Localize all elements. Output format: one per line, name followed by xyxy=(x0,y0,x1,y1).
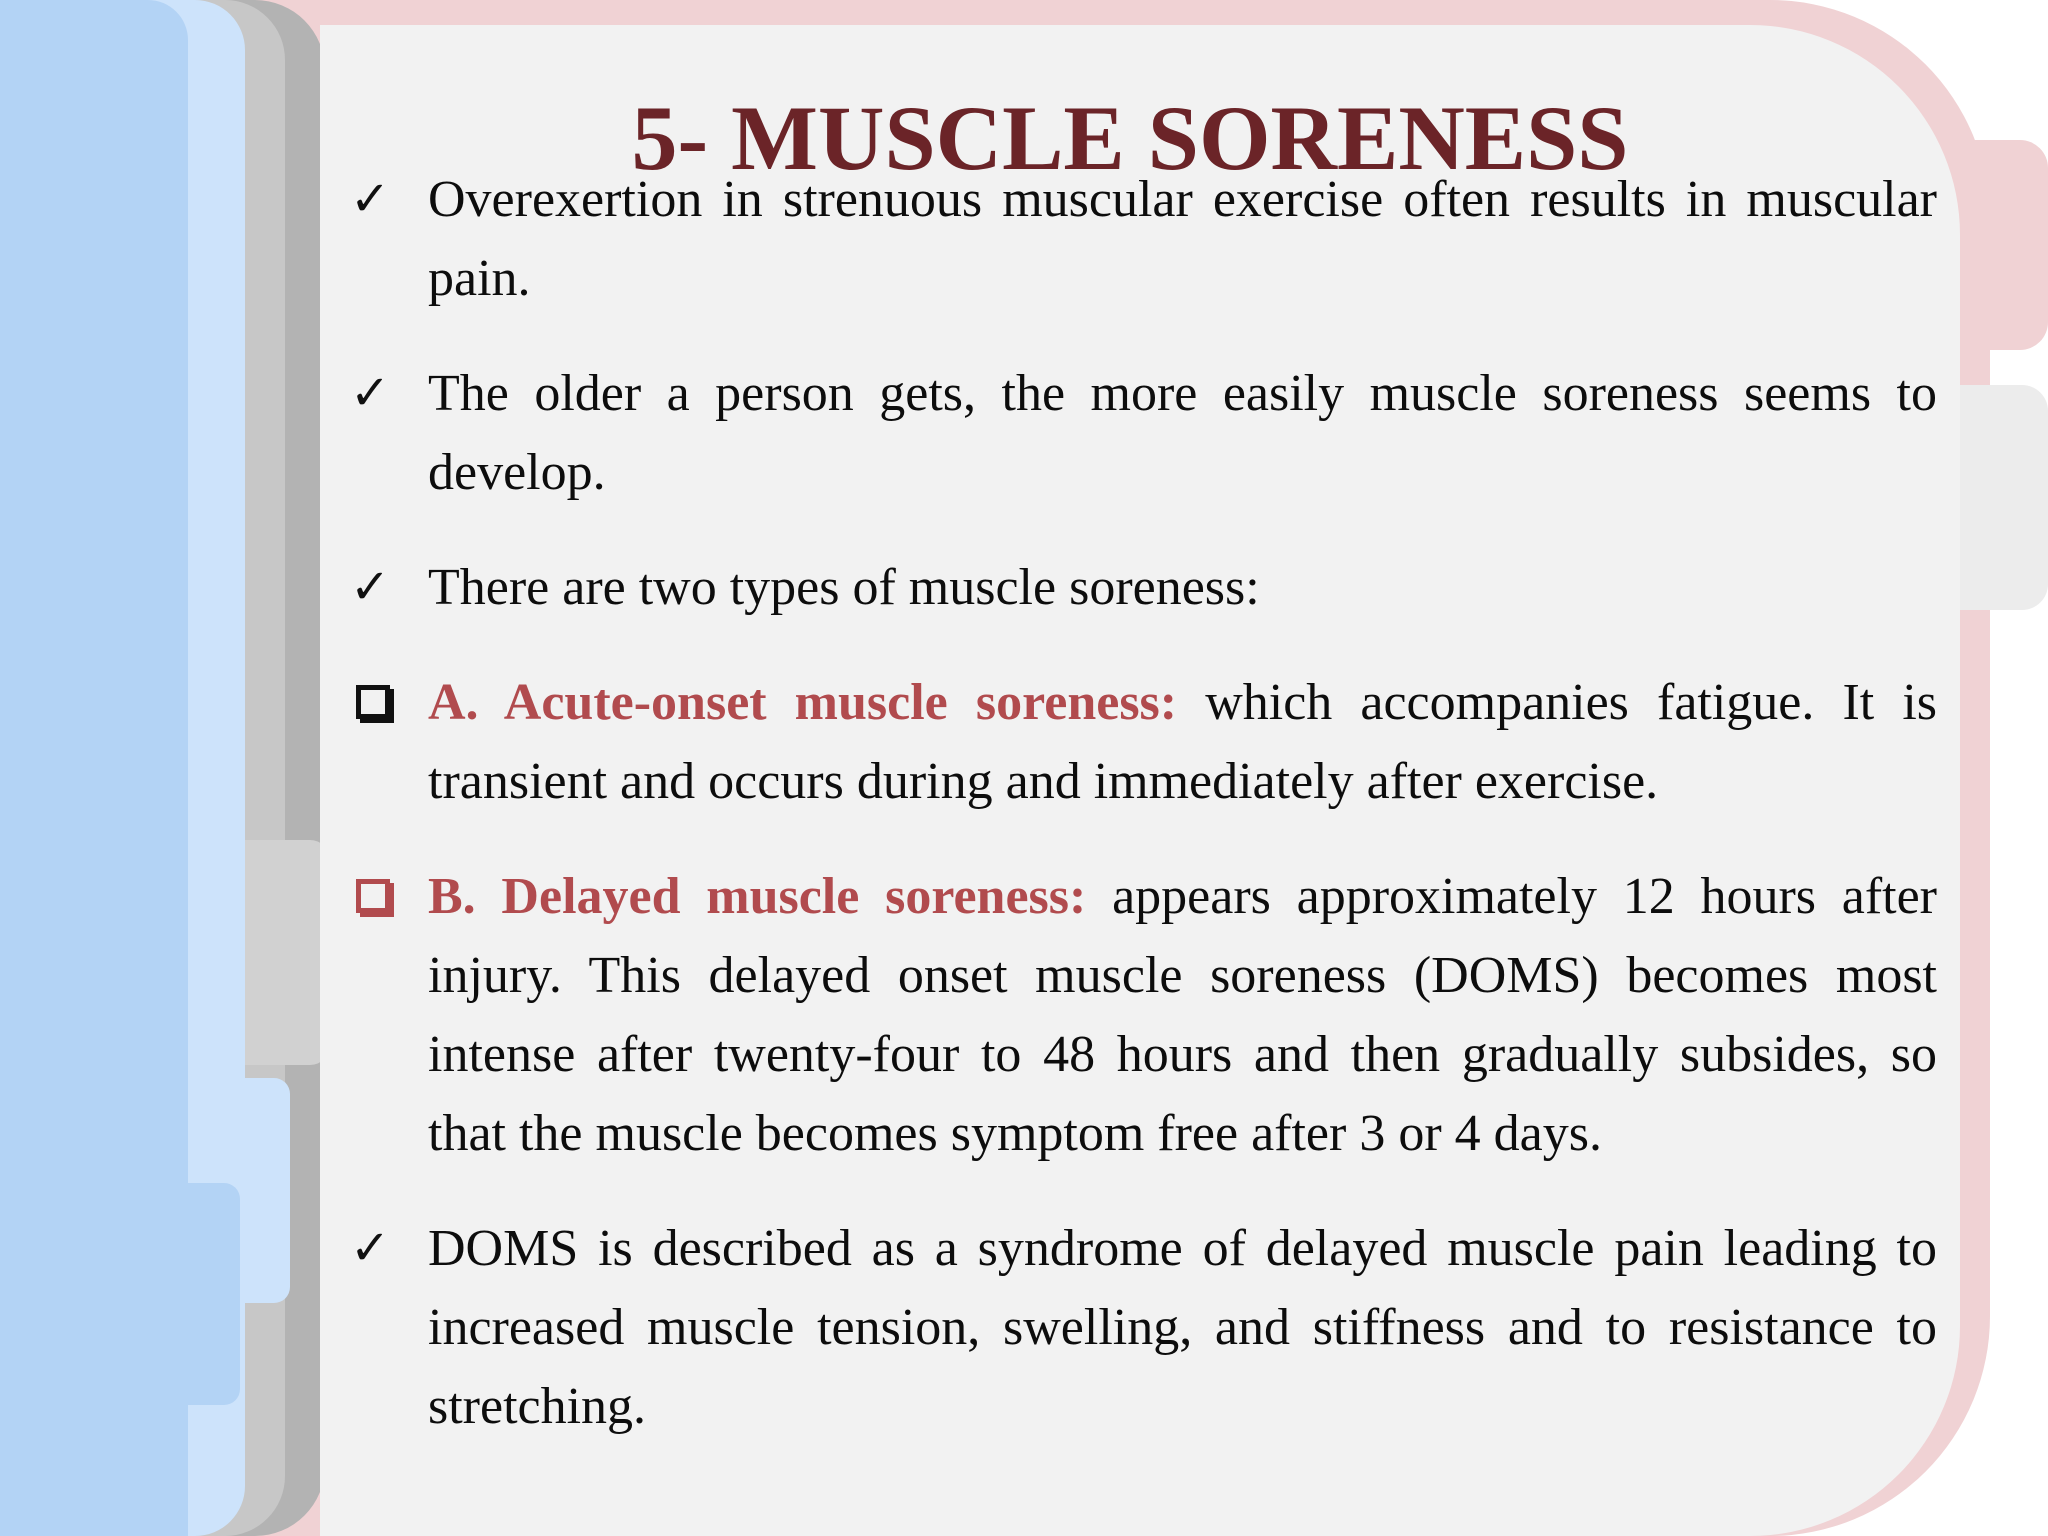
term-acute: A. Acute-onset muscle soreness: xyxy=(428,674,1178,731)
bullet-item-age xyxy=(350,354,1937,512)
bullet-list xyxy=(350,160,1937,1482)
bullet-item-acute xyxy=(350,663,1937,821)
background-blue-tab xyxy=(0,1183,240,1405)
box-icon xyxy=(356,879,390,913)
bullet-text: which accompanies fatigue. It is transient and occurs during and immediately after exercise. xyxy=(428,674,1937,810)
bullet-item-types xyxy=(350,548,1937,627)
bullet-item-delayed xyxy=(350,857,1937,1173)
term-delayed: B. Delayed muscle soreness: xyxy=(428,868,1087,925)
bullet-text: The older a person gets, the more easily muscle soreness seems to develop. xyxy=(428,365,1937,501)
bullet-text: There are two types of muscle soreness: xyxy=(428,559,1260,616)
check-icon: ✓ xyxy=(350,365,391,421)
bullet-item-doms xyxy=(350,1209,1937,1446)
bullet-item-overexertion xyxy=(350,160,1937,318)
check-icon: ✓ xyxy=(350,1220,391,1276)
bullet-text: DOMS is described as a syndrome of delayed muscle pain leading to increased muscle tension, swelling, and stiffness and to resistance to stretching. xyxy=(428,1220,1937,1435)
bullet-text: Overexertion in strenuous muscular exercise often results in muscular pain. xyxy=(428,171,1937,307)
box-icon xyxy=(356,685,390,719)
check-icon: ✓ xyxy=(350,171,391,227)
slide-title: 5- MUSCLE SORENESS xyxy=(631,87,1629,189)
check-icon: ✓ xyxy=(350,559,391,615)
bullet-text: appears approximately 12 hours after injury. This delayed onset muscle soreness (DOMS) becomes most intense after twenty-four to 48 hours and then gradually subsides, so that the muscle becomes symptom free after 3 or 4 days. xyxy=(428,868,1937,1162)
